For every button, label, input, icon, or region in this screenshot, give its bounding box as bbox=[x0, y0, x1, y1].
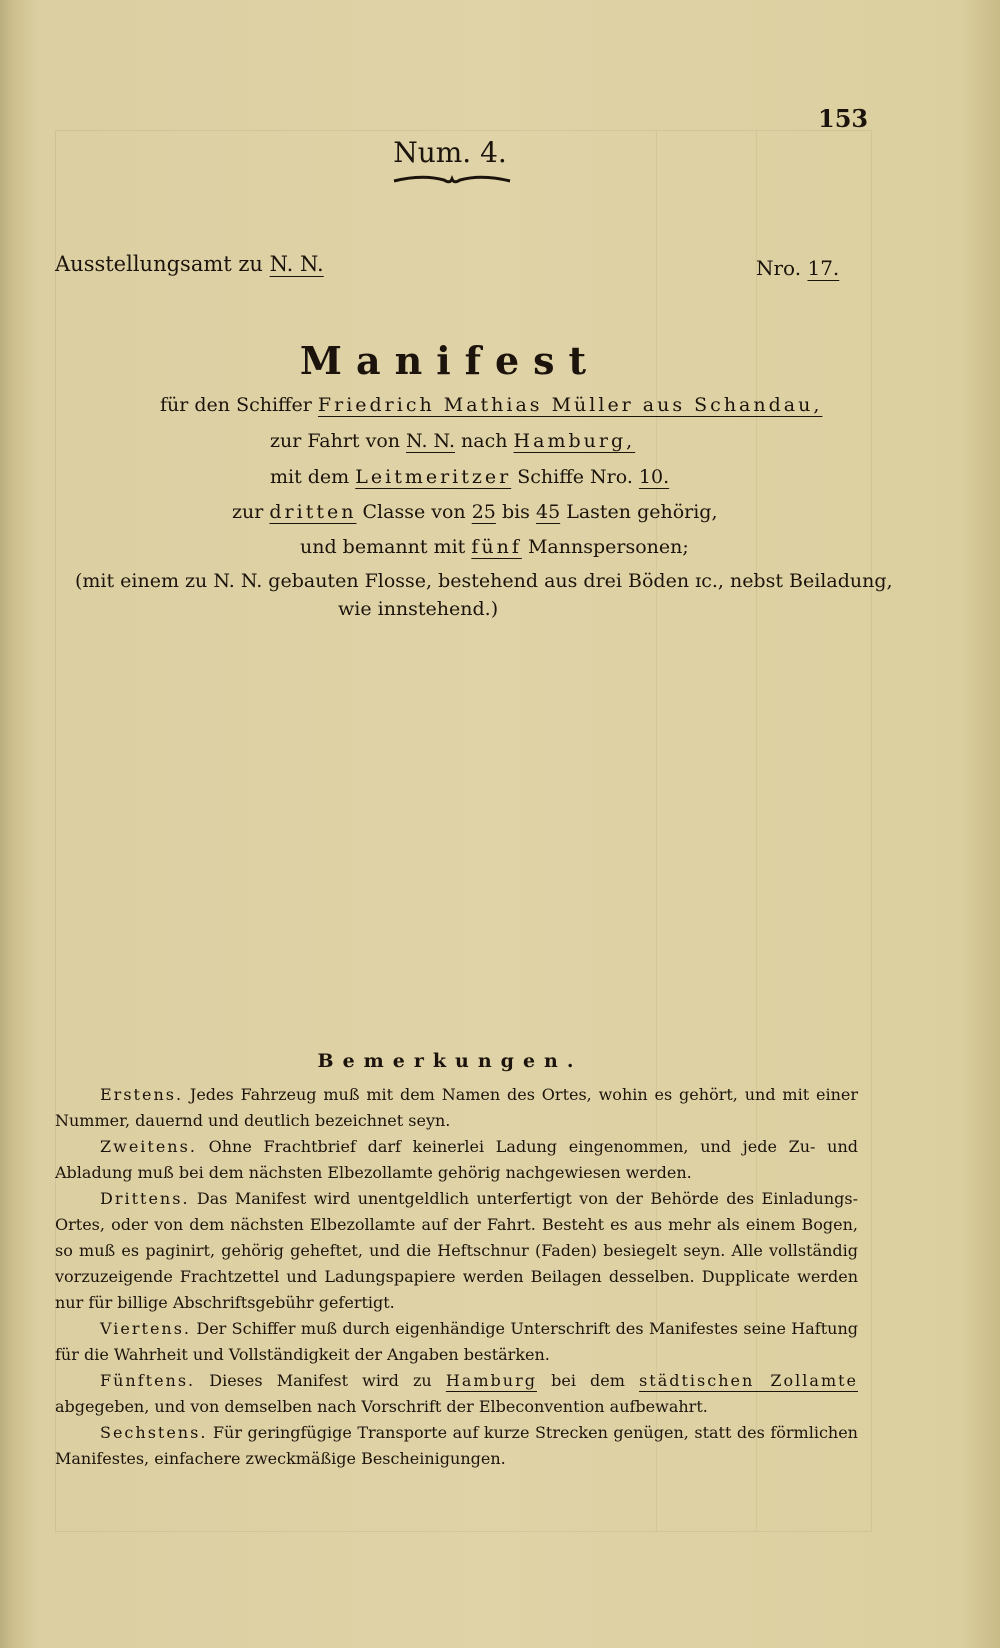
remark-5 bbox=[55, 1368, 858, 1420]
class-label: zur bbox=[232, 501, 264, 523]
vessel-label: mit dem bbox=[270, 466, 350, 488]
load-unit-label: Lasten gehörig, bbox=[566, 501, 718, 523]
remark-lead: Sechstens. bbox=[100, 1423, 208, 1442]
route-to-label: nach bbox=[461, 430, 508, 452]
skipper-line bbox=[160, 394, 822, 416]
document-title: Manifest bbox=[299, 338, 601, 383]
remark-2 bbox=[55, 1134, 858, 1186]
vessel-number-label: Schiffe Nro. bbox=[517, 466, 633, 488]
vessel-type: Leitmeritzer bbox=[355, 466, 512, 488]
crew-count: fünf bbox=[471, 536, 522, 558]
range-to-label: bis bbox=[501, 501, 530, 523]
document-number bbox=[756, 256, 839, 280]
class-range-label: Classe von bbox=[362, 501, 466, 523]
remark-6 bbox=[55, 1420, 858, 1472]
remark-4 bbox=[55, 1316, 858, 1368]
remark-text: abgegeben, und von demselben nach Vorschrift der Elbeconvention aufbewahrt. bbox=[55, 1397, 708, 1416]
remark-text: Ohne Frachtbrief darf keinerlei Ladung eingenommen, und jede Zu- und Abladung muß bei dem nächsten Elbezollamte gehörig nachgewiesen werden. bbox=[55, 1137, 859, 1182]
cargo-note-line-2: wie innstehend.) bbox=[338, 598, 499, 620]
crew-line bbox=[300, 536, 689, 558]
form-number-heading: Num. 4. bbox=[393, 136, 507, 169]
remarks-heading: Bemerkungen. bbox=[317, 1050, 583, 1072]
remarks-list bbox=[55, 1082, 858, 1472]
issuing-office-value: N. N. bbox=[269, 252, 324, 276]
flourish-ornament bbox=[392, 172, 512, 188]
remark-lead: Drittens. bbox=[100, 1189, 190, 1208]
issuing-office bbox=[55, 252, 324, 276]
route-line bbox=[270, 430, 635, 452]
remark-filled-office: städtischen Zollamte bbox=[639, 1371, 859, 1390]
crew-unit-label: Mannspersonen; bbox=[527, 536, 689, 558]
cargo-note-line: (mit einem zu N. N. gebauten Flosse, bestehend aus drei Böden ɪc., nebst Beiladung, bbox=[75, 570, 893, 592]
issuing-office-label: Ausstellungsamt zu bbox=[55, 252, 263, 276]
page-number: 153 bbox=[818, 104, 869, 133]
crew-label: und bemannt mit bbox=[300, 536, 466, 558]
load-min: 25 bbox=[471, 501, 496, 523]
skipper-name: Friedrich Mathias Müller aus Schandau, bbox=[317, 394, 823, 416]
route-origin: N. N. bbox=[406, 430, 455, 452]
remark-text: Für geringfügige Transporte auf kurze Strecken genügen, statt des förmlichen Manifestes, einfachere zweckmäßige Bescheinigungen. bbox=[55, 1423, 858, 1468]
remark-lead: Viertens. bbox=[100, 1319, 192, 1338]
class-line bbox=[232, 501, 718, 523]
route-destination: Hamburg, bbox=[513, 430, 636, 452]
remark-lead: Zweitens. bbox=[100, 1137, 197, 1156]
vessel-number: 10. bbox=[638, 466, 670, 488]
class-value: dritten bbox=[269, 501, 357, 523]
route-label: zur Fahrt von bbox=[270, 430, 400, 452]
remark-text: bei dem bbox=[551, 1371, 625, 1390]
remark-lead: Erstens. bbox=[100, 1085, 184, 1104]
remark-text: Dieses Manifest wird zu bbox=[209, 1371, 432, 1390]
remark-text: Jedes Fahrzeug muß mit dem Namen des Ortes, wohin es gehört, und mit einer Nummer, dauernd und deutlich bezeichnet seyn. bbox=[55, 1085, 858, 1130]
remark-text: Der Schiffer muß durch eigenhändige Unterschrift des Manifestes seine Haftung für die Wahrheit und Vollständigkeit der Angaben bestärken. bbox=[55, 1319, 858, 1364]
remark-3 bbox=[55, 1186, 858, 1316]
remark-lead: Fünftens. bbox=[100, 1371, 196, 1390]
skipper-label: für den Schiffer bbox=[160, 394, 312, 416]
vessel-line bbox=[270, 466, 669, 488]
remark-filled-city: Hamburg bbox=[445, 1371, 537, 1390]
load-max: 45 bbox=[535, 501, 561, 523]
document-number-value: 17. bbox=[807, 256, 840, 280]
remark-1 bbox=[55, 1082, 858, 1134]
remark-text: Das Manifest wird unentgeldlich unterfertigt von der Behörde des Einladungs-Ortes, oder von dem nächsten Elbezollamte auf der Fahrt. Besteht es aus mehr als einem Bogen, so muß es paginirt, gehörig geheftet, und die Heftschnur (Faden) besiegelt seyn. Alle vollständig vorzuzeigende Frachtzettel und Ladungspapiere werden Beilagen desselben. Dupplicate werden nur für billige Abschriftsgebühr gefertigt. bbox=[55, 1189, 858, 1312]
document-number-label: Nro. bbox=[756, 256, 802, 280]
